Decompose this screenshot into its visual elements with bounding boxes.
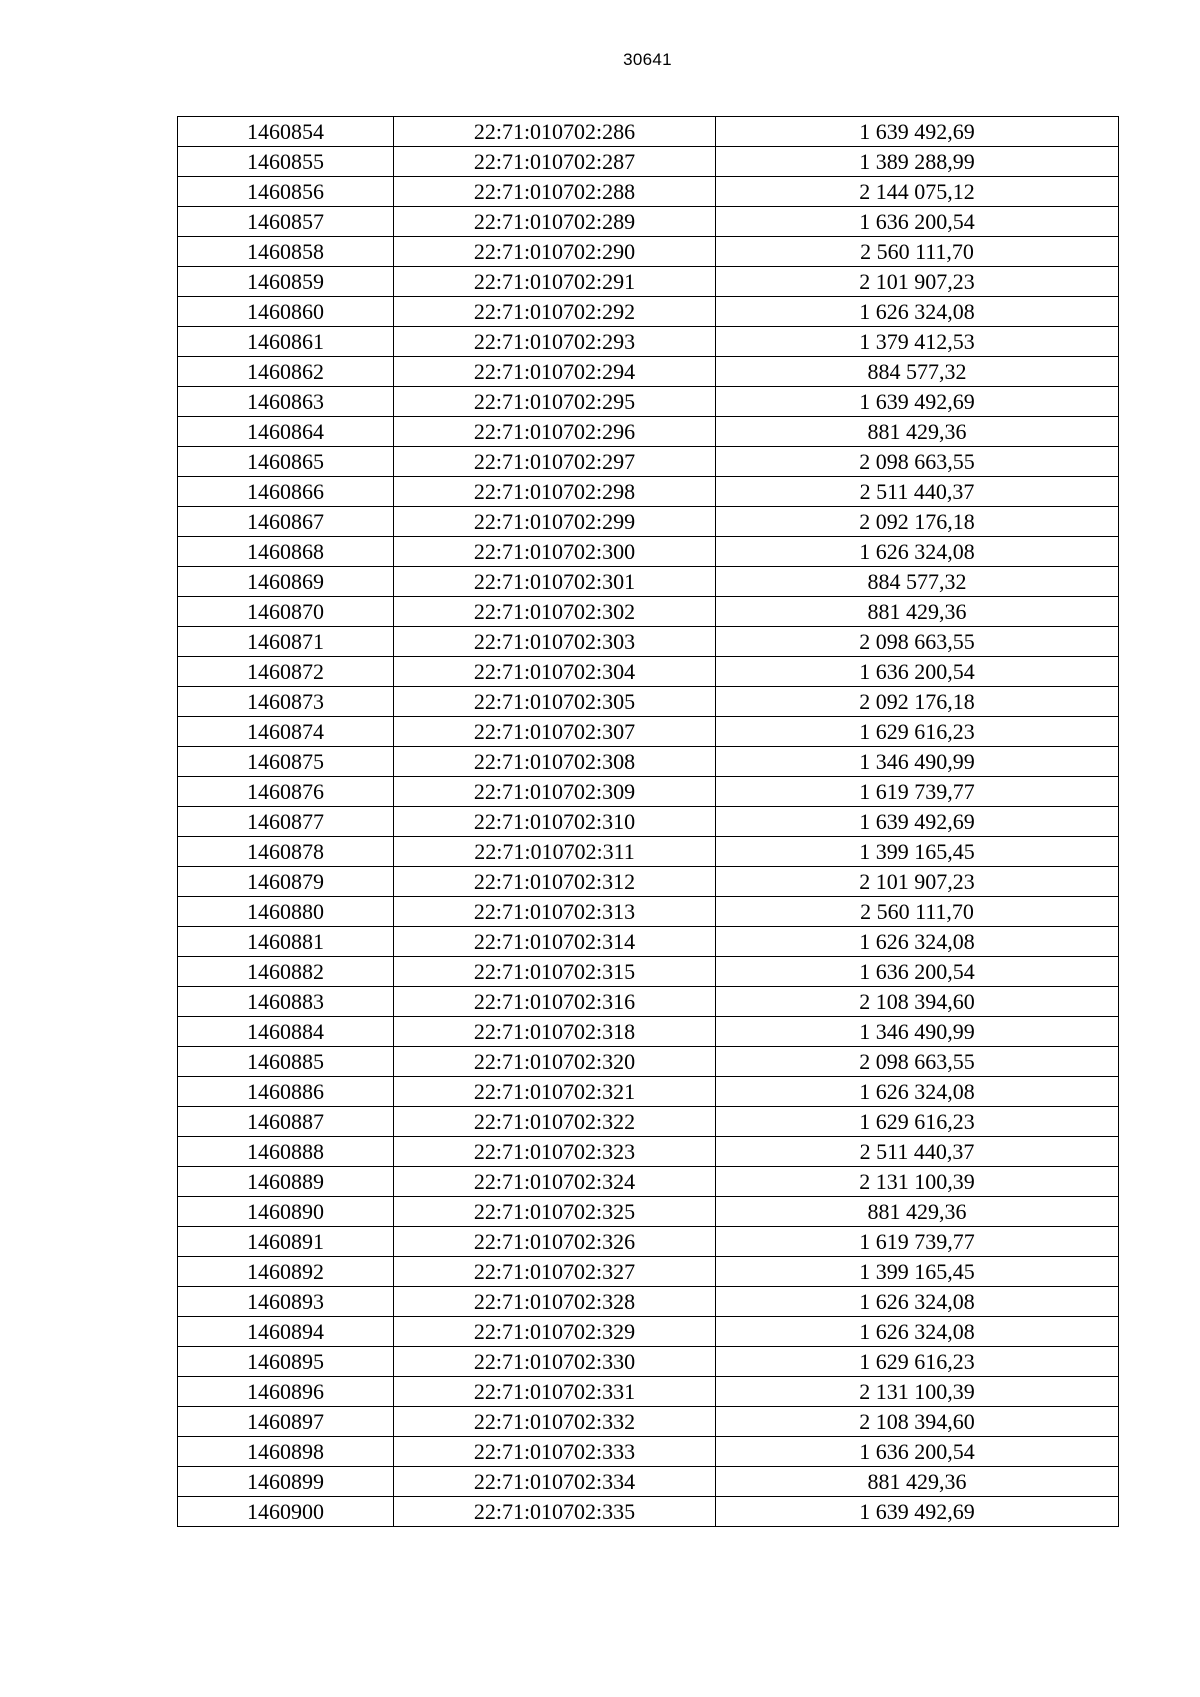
cell-value: 1 619 739,77 [716,1227,1119,1257]
cell-record-number: 1460863 [178,387,394,417]
table-row [178,1107,1119,1137]
cell-cadastral-number: 22:71:010702:323 [394,1137,716,1167]
cell-record-number: 1460877 [178,807,394,837]
table-row [178,237,1119,267]
cell-value: 2 131 100,39 [716,1377,1119,1407]
cell-cadastral-number: 22:71:010702:295 [394,387,716,417]
table-row [178,897,1119,927]
cell-value: 881 429,36 [716,417,1119,447]
cell-record-number: 1460883 [178,987,394,1017]
cell-record-number: 1460879 [178,867,394,897]
cell-value: 881 429,36 [716,1197,1119,1227]
table-row [178,777,1119,807]
cell-value: 2 108 394,60 [716,987,1119,1017]
cell-record-number: 1460874 [178,717,394,747]
cell-value: 1 346 490,99 [716,1017,1119,1047]
cell-record-number: 1460880 [178,897,394,927]
table-row [178,1317,1119,1347]
cell-record-number: 1460894 [178,1317,394,1347]
cell-cadastral-number: 22:71:010702:329 [394,1317,716,1347]
table-row [178,657,1119,687]
cell-value: 884 577,32 [716,357,1119,387]
data-table [177,116,1119,1527]
cell-value: 2 511 440,37 [716,477,1119,507]
cell-cadastral-number: 22:71:010702:287 [394,147,716,177]
cell-record-number: 1460886 [178,1077,394,1107]
cell-cadastral-number: 22:71:010702:304 [394,657,716,687]
table-row [178,927,1119,957]
cell-cadastral-number: 22:71:010702:316 [394,987,716,1017]
cell-record-number: 1460854 [178,117,394,147]
table-row [178,567,1119,597]
cell-cadastral-number: 22:71:010702:309 [394,777,716,807]
cell-cadastral-number: 22:71:010702:301 [394,567,716,597]
cell-record-number: 1460855 [178,147,394,177]
table-row [178,1287,1119,1317]
cell-record-number: 1460881 [178,927,394,957]
cell-value: 1 636 200,54 [716,207,1119,237]
cell-value: 2 092 176,18 [716,507,1119,537]
cell-value: 1 639 492,69 [716,387,1119,417]
table-row [178,1467,1119,1497]
table-row [178,1497,1119,1527]
cell-record-number: 1460856 [178,177,394,207]
cell-cadastral-number: 22:71:010702:303 [394,627,716,657]
table-row [178,1017,1119,1047]
cell-value: 2 098 663,55 [716,447,1119,477]
cell-cadastral-number: 22:71:010702:330 [394,1347,716,1377]
cell-record-number: 1460873 [178,687,394,717]
table-row [178,1407,1119,1437]
table-body [178,117,1119,1527]
cell-cadastral-number: 22:71:010702:324 [394,1167,716,1197]
cell-value: 1 399 165,45 [716,1257,1119,1287]
cell-record-number: 1460866 [178,477,394,507]
cell-value: 2 098 663,55 [716,1047,1119,1077]
table-row [178,1257,1119,1287]
cell-cadastral-number: 22:71:010702:325 [394,1197,716,1227]
cell-record-number: 1460857 [178,207,394,237]
table-row [178,1047,1119,1077]
cell-cadastral-number: 22:71:010702:331 [394,1377,716,1407]
cell-record-number: 1460899 [178,1467,394,1497]
cell-cadastral-number: 22:71:010702:321 [394,1077,716,1107]
table-row [178,147,1119,177]
cell-value: 1 629 616,23 [716,1347,1119,1377]
cell-record-number: 1460864 [178,417,394,447]
cell-cadastral-number: 22:71:010702:289 [394,207,716,237]
cell-value: 1 629 616,23 [716,1107,1119,1137]
cell-record-number: 1460898 [178,1437,394,1467]
table-row [178,537,1119,567]
table-row [178,207,1119,237]
cell-record-number: 1460865 [178,447,394,477]
cell-value: 1 389 288,99 [716,147,1119,177]
cell-cadastral-number: 22:71:010702:308 [394,747,716,777]
table-row [178,357,1119,387]
table-row [178,477,1119,507]
cell-value: 2 511 440,37 [716,1137,1119,1167]
cell-value: 1 629 616,23 [716,717,1119,747]
table-row [178,987,1119,1017]
cell-cadastral-number: 22:71:010702:305 [394,687,716,717]
cell-cadastral-number: 22:71:010702:320 [394,1047,716,1077]
cell-cadastral-number: 22:71:010702:292 [394,297,716,327]
cell-record-number: 1460876 [178,777,394,807]
cell-record-number: 1460878 [178,837,394,867]
cell-record-number: 1460896 [178,1377,394,1407]
cell-cadastral-number: 22:71:010702:328 [394,1287,716,1317]
cell-cadastral-number: 22:71:010702:286 [394,117,716,147]
table-row [178,117,1119,147]
cell-value: 2 101 907,23 [716,267,1119,297]
cell-cadastral-number: 22:71:010702:288 [394,177,716,207]
table-row [178,327,1119,357]
cell-record-number: 1460871 [178,627,394,657]
cell-cadastral-number: 22:71:010702:291 [394,267,716,297]
cell-value: 2 144 075,12 [716,177,1119,207]
cell-record-number: 1460884 [178,1017,394,1047]
cell-value: 881 429,36 [716,1467,1119,1497]
cell-value: 2 560 111,70 [716,237,1119,267]
cell-value: 1 626 324,08 [716,1317,1119,1347]
cell-value: 1 626 324,08 [716,1077,1119,1107]
cell-cadastral-number: 22:71:010702:294 [394,357,716,387]
cell-cadastral-number: 22:71:010702:312 [394,867,716,897]
cell-record-number: 1460887 [178,1107,394,1137]
cell-cadastral-number: 22:71:010702:318 [394,1017,716,1047]
cell-cadastral-number: 22:71:010702:299 [394,507,716,537]
cell-record-number: 1460900 [178,1497,394,1527]
cell-record-number: 1460862 [178,357,394,387]
cell-value: 1 626 324,08 [716,297,1119,327]
cell-value: 1 626 324,08 [716,927,1119,957]
table-row [178,837,1119,867]
cell-record-number: 1460882 [178,957,394,987]
table-row [178,1077,1119,1107]
cell-value: 1 636 200,54 [716,1437,1119,1467]
cell-value: 1 626 324,08 [716,537,1119,567]
cell-value: 1 639 492,69 [716,1497,1119,1527]
cell-value: 1 619 739,77 [716,777,1119,807]
cell-cadastral-number: 22:71:010702:333 [394,1437,716,1467]
table-row [178,297,1119,327]
table-row [178,807,1119,837]
cell-cadastral-number: 22:71:010702:322 [394,1107,716,1137]
cell-value: 1 346 490,99 [716,747,1119,777]
cell-record-number: 1460895 [178,1347,394,1377]
cell-cadastral-number: 22:71:010702:332 [394,1407,716,1437]
cell-record-number: 1460888 [178,1137,394,1167]
cell-value: 884 577,32 [716,567,1119,597]
cell-value: 2 098 663,55 [716,627,1119,657]
cell-record-number: 1460892 [178,1257,394,1287]
cell-value: 1 636 200,54 [716,657,1119,687]
cell-cadastral-number: 22:71:010702:307 [394,717,716,747]
table-row [178,267,1119,297]
cell-value: 1 399 165,45 [716,837,1119,867]
cell-cadastral-number: 22:71:010702:293 [394,327,716,357]
cell-cadastral-number: 22:71:010702:300 [394,537,716,567]
cell-record-number: 1460897 [178,1407,394,1437]
cell-record-number: 1460858 [178,237,394,267]
table-row [178,387,1119,417]
cell-value: 1 636 200,54 [716,957,1119,987]
cell-record-number: 1460860 [178,297,394,327]
cell-cadastral-number: 22:71:010702:315 [394,957,716,987]
cell-value: 1 639 492,69 [716,117,1119,147]
cell-cadastral-number: 22:71:010702:297 [394,447,716,477]
cell-record-number: 1460859 [178,267,394,297]
cell-record-number: 1460869 [178,567,394,597]
table-row [178,717,1119,747]
cell-cadastral-number: 22:71:010702:290 [394,237,716,267]
cell-value: 881 429,36 [716,597,1119,627]
cell-record-number: 1460861 [178,327,394,357]
table-row [178,1197,1119,1227]
cell-value: 1 626 324,08 [716,1287,1119,1317]
cell-value: 2 092 176,18 [716,687,1119,717]
cell-record-number: 1460867 [178,507,394,537]
table-row [178,507,1119,537]
cell-record-number: 1460889 [178,1167,394,1197]
cell-cadastral-number: 22:71:010702:327 [394,1257,716,1287]
cell-value: 2 131 100,39 [716,1167,1119,1197]
table-row [178,597,1119,627]
table-row [178,1227,1119,1257]
cell-record-number: 1460872 [178,657,394,687]
cell-record-number: 1460870 [178,597,394,627]
table-row [178,1167,1119,1197]
cell-value: 2 101 907,23 [716,867,1119,897]
table-row [178,957,1119,987]
table-row [178,627,1119,657]
cell-cadastral-number: 22:71:010702:335 [394,1497,716,1527]
cell-cadastral-number: 22:71:010702:311 [394,837,716,867]
table-row [178,867,1119,897]
table-row [178,447,1119,477]
cell-record-number: 1460890 [178,1197,394,1227]
cell-cadastral-number: 22:71:010702:296 [394,417,716,447]
table-row [178,747,1119,777]
cell-value: 1 379 412,53 [716,327,1119,357]
cell-record-number: 1460885 [178,1047,394,1077]
table-row [178,1437,1119,1467]
page-number: 30641 [623,50,672,69]
table-row [178,1377,1119,1407]
cell-record-number: 1460891 [178,1227,394,1257]
cell-record-number: 1460868 [178,537,394,567]
cell-cadastral-number: 22:71:010702:314 [394,927,716,957]
cell-cadastral-number: 22:71:010702:326 [394,1227,716,1257]
cell-cadastral-number: 22:71:010702:298 [394,477,716,507]
table-row [178,417,1119,447]
cell-cadastral-number: 22:71:010702:302 [394,597,716,627]
table-row [178,177,1119,207]
cell-record-number: 1460875 [178,747,394,777]
table-row [178,1137,1119,1167]
cell-value: 2 560 111,70 [716,897,1119,927]
cell-value: 2 108 394,60 [716,1407,1119,1437]
cell-cadastral-number: 22:71:010702:334 [394,1467,716,1497]
cell-record-number: 1460893 [178,1287,394,1317]
cell-cadastral-number: 22:71:010702:310 [394,807,716,837]
cell-value: 1 639 492,69 [716,807,1119,837]
table-row [178,687,1119,717]
cell-cadastral-number: 22:71:010702:313 [394,897,716,927]
table-row [178,1347,1119,1377]
